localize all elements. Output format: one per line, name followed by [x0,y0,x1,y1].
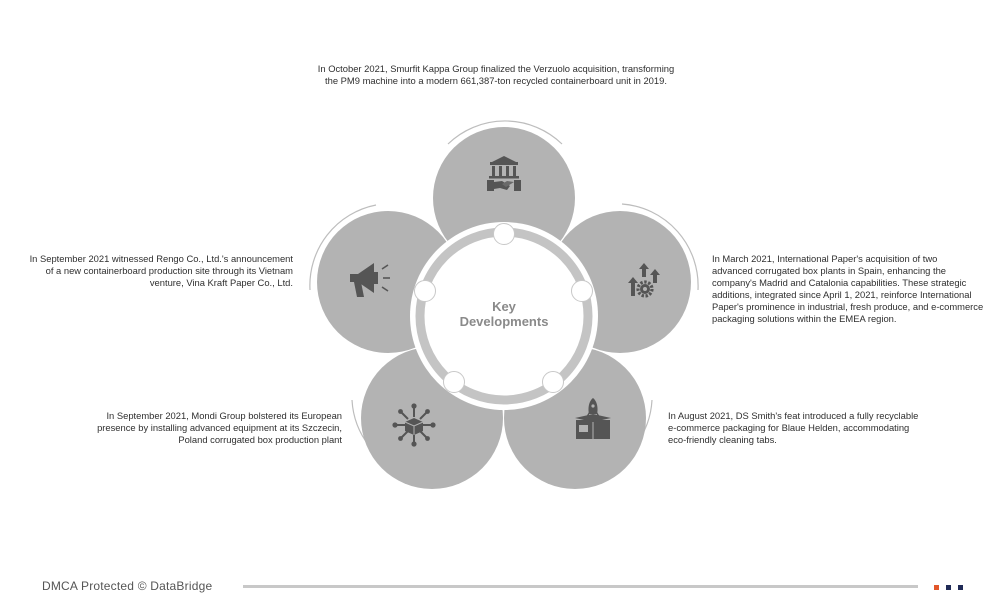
center-label-line2: Developments [459,314,549,329]
footer-dot-orange [934,585,939,590]
ring-node-lower-right [543,372,564,393]
note-international-paper: In March 2021, International Paper's acquisition of two advanced corrugated box plants in Spain, enhancing the company's Madrid and Catalonia capabilities. These strategic additions, integrated since April 1, 2021, reinforce International Paper's prominence in industrial, fresh produce, and e-commerce packaging solutions within the EMEA region. [712,253,984,324]
global-box-icon [392,403,435,446]
note-ds-smith: In August 2021, DS Smith's feat introduced a fully recyclable e-commerce packaging for Blaue Helden, accommodating eco-friendly cleaning tabs. [668,410,919,445]
ring-node-right [572,281,593,302]
center-label-line1: Key [492,299,516,314]
ring-node-lower-left [444,372,465,393]
footer-dot-navy [946,585,951,590]
footer-dot-navy-2 [958,585,963,590]
ring-node-left [415,281,436,302]
note-mondi: In September 2021, Mondi Group bolstered its European presence by installing advanced equipment at its Szczecin, Poland corrugated box production plant [97,410,342,445]
note-rengo: In September 2021 witnessed Rengo Co., Ltd.'s announcement of a new containerboard production site through its Vietnam venture, Vina Kraft Paper Co., Ltd. [29,253,293,288]
footer-divider [243,585,918,588]
note-smurfit-kappa: In October 2021, Smurfit Kappa Group finalized the Verzuolo acquisition, transforming the PM9 machine into a modern 661,387-ton recycled containerboard unit in 2019. [317,63,675,86]
ring-node-top [494,224,515,245]
footer-copyright: DMCA Protected © DataBridge [42,579,213,593]
